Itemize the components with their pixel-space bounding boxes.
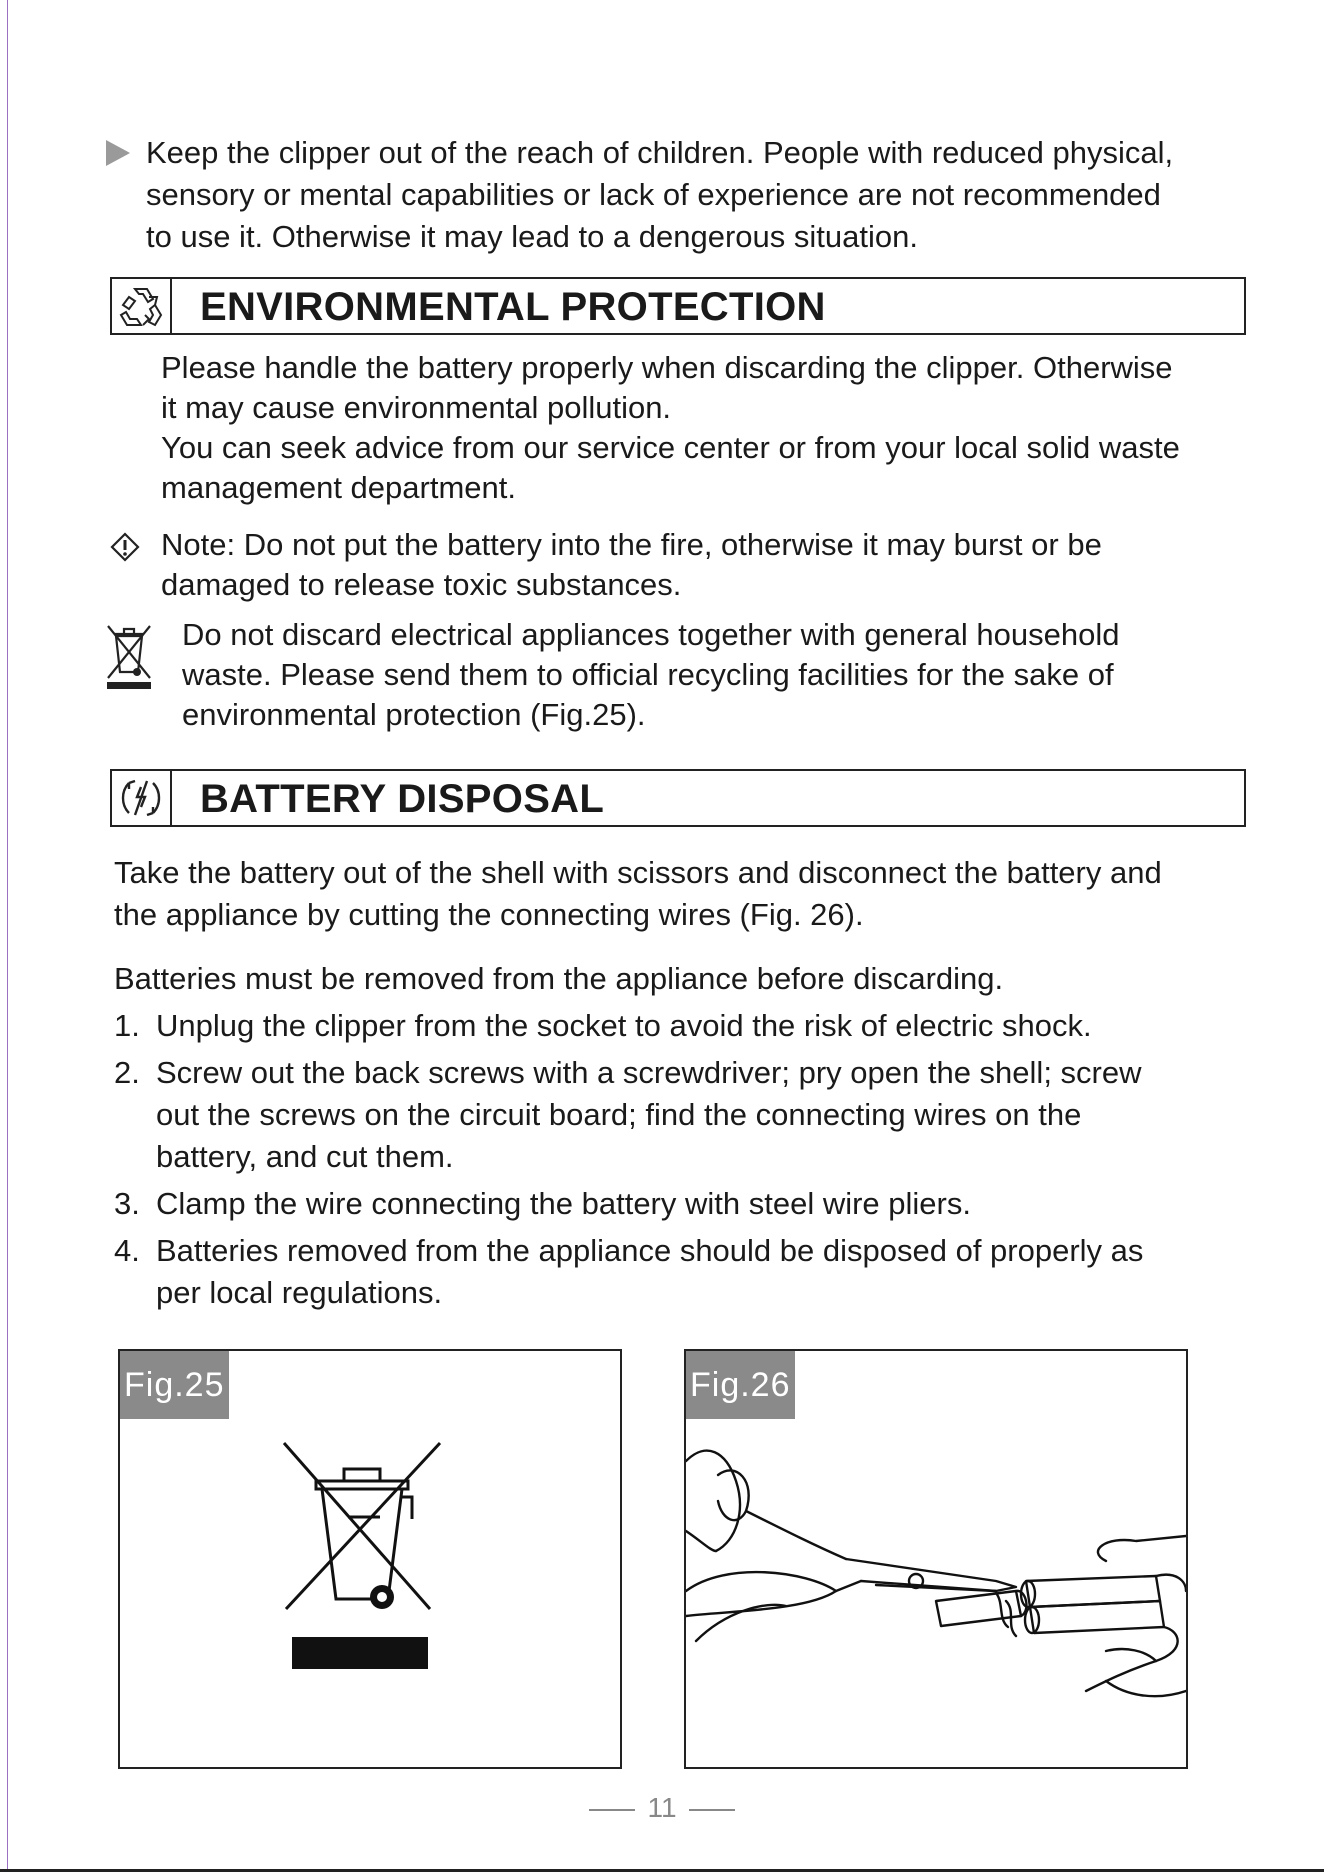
page-margin-line xyxy=(7,0,8,1872)
step-number: 3. xyxy=(114,1186,140,1221)
battery-steps-list xyxy=(114,1005,1274,1319)
battery-disposal-header xyxy=(110,769,1246,827)
page-number xyxy=(0,1792,1324,1824)
note-line: Note: Do not put the battery into the fire, otherwise it may burst or be xyxy=(161,527,1102,562)
intro-line: Keep the clipper out of the reach of children. People with reduced physical, xyxy=(146,135,1174,170)
env-line: You can seek advice from our service center or from your local solid waste xyxy=(161,430,1180,465)
weee-paragraph xyxy=(182,615,1272,735)
step-line: Batteries removed from the appliance should be disposed of properly as xyxy=(156,1233,1144,1268)
battery-disposal-title: BATTERY DISPOSAL xyxy=(200,777,605,821)
recycle-icon xyxy=(112,279,172,333)
crossed-out-wheelie-bin-icon xyxy=(280,1439,450,1679)
intro-line: sensory or mental capabilities or lack of experience are not recommended xyxy=(146,177,1161,212)
page-number-text: 11 xyxy=(647,1792,677,1823)
battery-intro-line: the appliance by cutting the connecting wires (Fig. 26). xyxy=(114,897,864,932)
battery-recycle-icon xyxy=(112,771,172,825)
weee-line: environmental protection (Fig.25). xyxy=(182,697,646,732)
step-line: out the screws on the circuit board; find the connecting wires on the xyxy=(156,1097,1082,1132)
list-item xyxy=(114,1230,1274,1314)
environmental-protection-title: ENVIRONMENTAL PROTECTION xyxy=(200,285,826,329)
figure-26-label: Fig.26 xyxy=(686,1351,795,1419)
step-number: 4. xyxy=(114,1233,140,1268)
battery-intro-paragraph xyxy=(114,852,1274,936)
page-number-dash-left xyxy=(589,1809,635,1811)
battery-lead-text: Batteries must be removed from the appliance before discarding. xyxy=(114,961,1004,996)
weee-line: waste. Please send them to official recycling facilities for the sake of xyxy=(182,657,1114,692)
step-line: battery, and cut them. xyxy=(156,1139,454,1174)
env-line: Please handle the battery properly when discarding the clipper. Otherwise xyxy=(161,350,1173,385)
step-line: per local regulations. xyxy=(156,1275,443,1310)
note-paragraph xyxy=(161,525,1271,605)
figure-26 xyxy=(684,1349,1188,1769)
step-number: 2. xyxy=(114,1055,140,1090)
intro-line: to use it. Otherwise it may lead to a dengerous situation. xyxy=(146,219,918,254)
caution-icon xyxy=(110,532,140,567)
figure-25 xyxy=(118,1349,622,1769)
scissors-cutting-battery-illustration xyxy=(686,1441,1186,1741)
triangle-bullet-icon xyxy=(106,140,130,166)
env-line: it may cause environmental pollution. xyxy=(161,390,672,425)
step-line: Clamp the wire connecting the battery with steel wire pliers. xyxy=(156,1186,971,1221)
intro-paragraph xyxy=(146,132,1266,258)
weee-line: Do not discard electrical appliances together with general household xyxy=(182,617,1120,652)
battery-intro-line: Take the battery out of the shell with scissors and disconnect the battery and xyxy=(114,855,1162,890)
list-item xyxy=(114,1052,1274,1178)
page-number-dash-right xyxy=(689,1809,735,1811)
note-line: damaged to release toxic substances. xyxy=(161,567,682,602)
step-line: Unplug the clipper from the socket to avoid the risk of electric shock. xyxy=(156,1008,1092,1043)
figure-25-label: Fig.25 xyxy=(120,1351,229,1419)
small-crossed-bin-icon xyxy=(104,622,154,695)
list-item xyxy=(114,1183,1274,1225)
step-line: Screw out the back screws with a screwdriver; pry open the shell; screw xyxy=(156,1055,1142,1090)
list-item xyxy=(114,1005,1274,1047)
env-line: management department. xyxy=(161,470,516,505)
environmental-protection-header xyxy=(110,277,1246,335)
environmental-paragraph xyxy=(161,348,1271,508)
step-number: 1. xyxy=(114,1008,140,1043)
